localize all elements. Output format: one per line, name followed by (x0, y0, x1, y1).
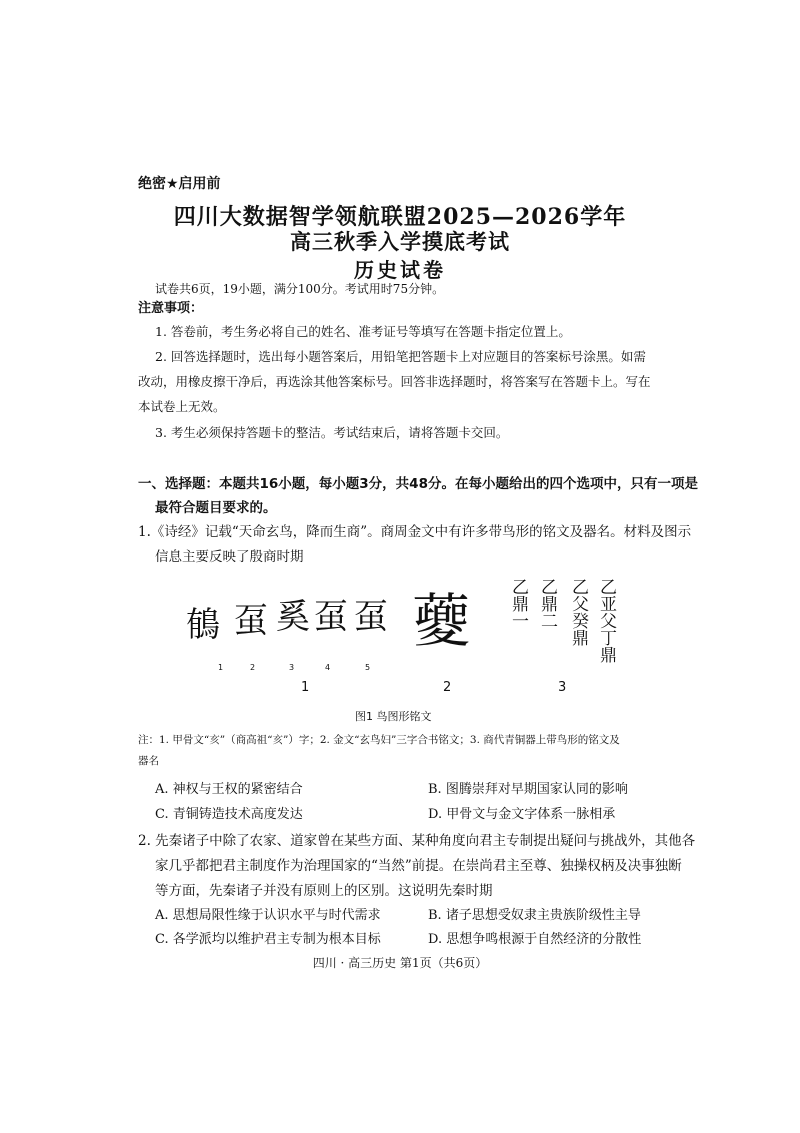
glyph-number: 4 (325, 663, 331, 672)
bird-glyph: 虿 (354, 597, 388, 637)
glyph-number: 3 (289, 663, 295, 672)
figure-part-label: 1 (301, 680, 310, 695)
inscription-char: 鼎 (541, 595, 558, 615)
q1-stem-line2: 信息主要反映了殷商时期 (155, 549, 304, 565)
glyph-number: 5 (365, 663, 371, 672)
note-line: 1. 答卷前，考生务必将自己的姓名、准考证号等填写在答题卡指定位置上。 (155, 324, 571, 339)
confidential-label: 绝密★启用前 (138, 176, 221, 192)
inscription-char: 丁 (600, 629, 617, 649)
inscription-column (600, 580, 620, 665)
inscription-column (512, 580, 532, 631)
bird-glyph: 䳑 (186, 605, 220, 645)
figure-caption: 图1 鸟图形铭文 (355, 710, 432, 723)
inscription-char: 鼎 (512, 595, 529, 615)
note-line: 改动，用橡皮擦干净后，再选涂其他答案标号。回答非选择题时，将答案写在答题卡上。写在 (138, 374, 651, 389)
q2-stem-line1: 2. 先秦诸子中除了农家、道家曾在某些方面、某种角度向君主专制提出疑问与挑战外，其他各 (138, 833, 696, 849)
inscription-char: 乙 (541, 578, 558, 598)
inscription-char: 癸 (572, 612, 589, 632)
section-heading-cont: 最符合题目要求的。 (155, 500, 277, 516)
q2-option-d[interactable]: D. 思想争鸣根源于自然经济的分散性 (428, 932, 642, 947)
note-line: 3. 考生必须保持答题卡的整洁。考试结束后，请将答题卡交回。 (155, 425, 509, 440)
figure-part-label: 2 (443, 680, 452, 695)
inscription-char: 亚 (600, 595, 617, 615)
figure-note-line2: 器名 (138, 755, 159, 767)
notes-heading: 注意事项： (138, 301, 204, 316)
bird-glyph: 虿 (314, 597, 348, 637)
note-line: 本试卷上无效。 (138, 399, 226, 414)
q2-option-b[interactable]: B. 诸子思想受奴隶主贵族阶级性主导 (428, 908, 641, 923)
q1-option-d[interactable]: D. 甲骨文与金文字体系一脉相承 (428, 807, 616, 822)
inscription-char: 乙 (600, 578, 617, 598)
inscription-char: 乙 (572, 578, 589, 598)
inscription-char: 鼎 (600, 646, 617, 666)
q1-option-c[interactable]: C. 青铜铸造技术高度发达 (155, 807, 303, 822)
inscription-char: 二 (541, 612, 558, 632)
inscription-char: 父 (600, 612, 617, 632)
q1-stem-line1: 1.《诗经》记载“天命玄鸟，降而生商”。商周金文中有许多带鸟形的铭文及器名。材料及图示 (138, 524, 692, 540)
q2-option-c[interactable]: C. 各学派均以维护君主专制为根本目标 (155, 932, 381, 947)
paper-meta: 试卷共6页，19小题，满分100分。考试用时75分钟。 (155, 282, 445, 296)
q2-option-a[interactable]: A. 思想局限性缘于认识水平与时代需求 (155, 908, 381, 923)
figure-part-label: 3 (558, 680, 567, 695)
page-footer: 四川 · 高三历史 第1页（共6页） (312, 956, 488, 970)
q2-stem-line3: 等方面，先秦诸子并没有原则上的区别。这说明先秦时期 (155, 883, 493, 899)
glyph-number: 1 (218, 663, 224, 672)
inscription-column (541, 580, 561, 631)
bird-glyph: 奚 (276, 597, 310, 637)
section-heading: 一、选择题：本题共16小题，每小题3分，共48分。在每小题给出的四个选项中，只有一项是 (138, 476, 698, 492)
exam-title-line2: 高三秋季入学摸底考试 (290, 229, 510, 254)
paper-subject-title: 历史试卷 (354, 258, 446, 282)
inscription-column (572, 580, 592, 648)
note-line: 2. 回答选择题时，选出每小题答案后，用铅笔把答题卡上对应题目的答案标号涂黑。如需 (155, 349, 646, 364)
bird-glyph: 䕫 (412, 587, 471, 655)
glyph-number: 2 (250, 663, 256, 672)
inscription-char: 一 (512, 612, 529, 632)
bird-glyph: 虿 (234, 601, 268, 641)
exam-title-line1: 四川大数据智学领航联盟2025—2026学年 (173, 204, 627, 230)
inscription-char: 父 (572, 595, 589, 615)
inscription-char: 鼎 (572, 629, 589, 649)
figure-note-line1: 注：1. 甲骨文“亥”（商高祖“亥”）字；2. 金文“玄鸟妇”三字合书铭文；3. 商代青铜器上带鸟形的铭文及 (138, 734, 620, 746)
inscription-char: 乙 (512, 578, 529, 598)
q1-option-a[interactable]: A. 神权与王权的紧密结合 (155, 782, 303, 797)
q1-option-b[interactable]: B. 图腾崇拜对早期国家认同的影响 (428, 782, 628, 797)
q2-stem-line2: 家几乎都把君主制度作为治理国家的“当然”前提。在崇尚君主至尊、独操权柄及决事独断 (155, 858, 682, 874)
